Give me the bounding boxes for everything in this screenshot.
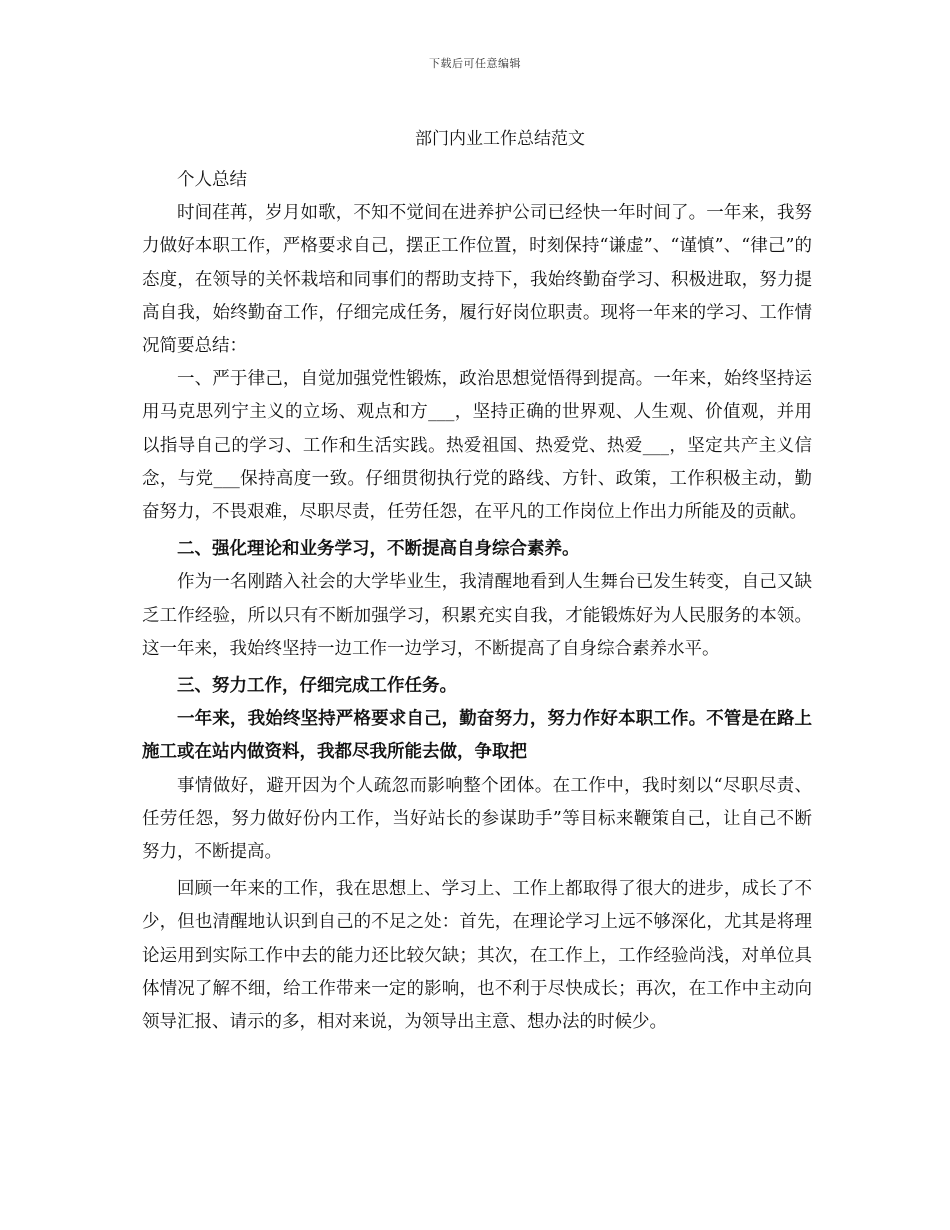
section-heading-two: 二、强化理论和业务学习，不断提高自身综合素养。 bbox=[177, 539, 580, 560]
header-note: 下载后可任意编辑 bbox=[429, 57, 521, 70]
paragraph-section-three: 事情做好，避开因为个人疏忽而影响整个团体。在工作中，我时刻以“尽职尽责、任劳任怨，努力做好份内工作，当好站长的参谋助手”等目标来鞭策自己，让自己不断努力，不断提高。 bbox=[142, 775, 812, 863]
paragraph-section-one: 一、严于律己，自觉加强党性锻炼，政治思想觉悟得到提高。一年来，始终坚持运用马克思列宁主义的立场、观点和方___，坚持正确的世界观、人生观、价值观，并用以指导自己的学习、工作和生活实践。热爱祖国、热爱党、热爱___，坚定共产主义信念，与党___保持高度一致。仔细贯彻执行党的路线、方针、政策，工作积极主动，勤奋努力，不畏艰难，尽职尽责，任劳任怨，在平凡的工作岗位上作出力所能及的贡献。 bbox=[142, 369, 812, 523]
section-heading-personal-summary: 个人总结 bbox=[177, 170, 247, 190]
document-body bbox=[142, 164, 812, 1039]
section-heading-three: 三、努力工作，仔细完成工作任务。 bbox=[177, 676, 457, 697]
paragraph-review: 回顾一年来的工作，我在思想上、学习上、工作上都取得了很大的进步，成长了不少，但也清醒地认识到自己的不足之处：首先，在理论学习上远不够深化，尤其是将理论运用到实际工作中去的能力还比较欠缺；其次，在工作上，工作经验尚浅，对单位具体情况了解不细，给工作带来一定的影响，也不利于尽快成长；再次，在工作中主动向领导汇报、请示的多，相对来说，为领导出主意、想办法的时候少。 bbox=[142, 879, 812, 1033]
paragraph-section-three-bold: 一年来，我始终坚持严格要求自己，勤奋努力，努力作好本职工作。不管是在路上施工或在站内做资料，我都尽我所能去做，争取把 bbox=[142, 709, 812, 763]
paragraph-section-two: 作为一名刚踏入社会的大学毕业生，我清醒地看到人生舞台已发生转变，自己又缺乏工作经验，所以只有不断加强学习，积累充实自我，才能锻炼好为人民服务的本领。这一年来，我始终坚持一边工作一边学习，不断提高了自身综合素养水平。 bbox=[142, 572, 812, 659]
document-title: 部门内业工作总结范文 bbox=[415, 129, 585, 149]
paragraph-intro: 时间荏苒，岁月如歌，不知不觉间在进养护公司已经快一年时间了。一年来，我努力做好本职工作，严格要求自己，摆正工作位置，时刻保持“谦虚”、“谨慎”、“律己”的态度，在领导的关怀栽培和同事们的帮助支持下，我始终勤奋学习、积极进取，努力提高自我，始终勤奋工作，仔细完成任务，履行好岗位职责。现将一年来的学习、工作情况简要总结： bbox=[142, 203, 812, 357]
